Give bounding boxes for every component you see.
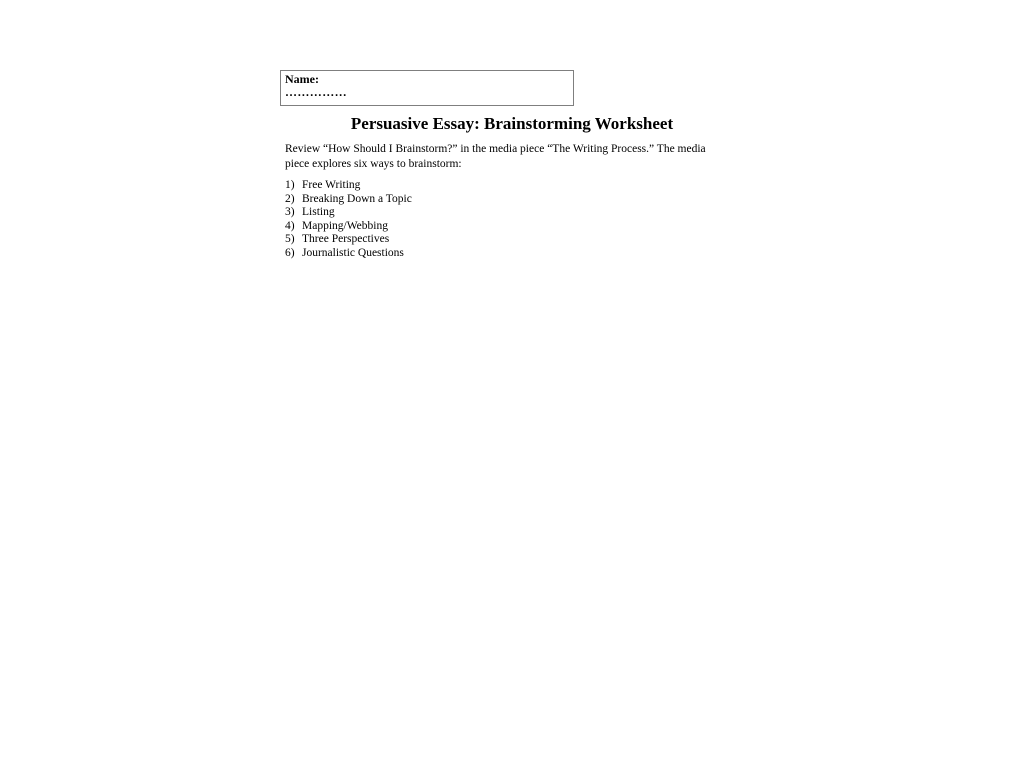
list-item [285, 193, 412, 207]
list-item-number: 6) [285, 246, 295, 259]
list-item-label: Three Perspectives [302, 233, 390, 245]
name-blank-line[interactable]: …………… [285, 85, 347, 99]
list-item-number: 4) [285, 219, 295, 232]
name-label: Name: [285, 72, 319, 86]
list-item-number: 3) [285, 206, 295, 218]
name-field-box[interactable] [280, 70, 574, 106]
list-item-number: 5) [285, 233, 295, 245]
list-item-number: 2) [285, 192, 295, 205]
list-item-label: Free Writing [302, 179, 361, 191]
list-item [285, 233, 412, 247]
list-item-label: Journalistic Questions [302, 246, 404, 259]
list-item [285, 220, 412, 234]
list-item-label: Mapping/Webbing [302, 219, 388, 232]
brainstorm-methods-list [285, 179, 412, 260]
list-item [285, 179, 412, 193]
list-item-number: 1) [285, 179, 295, 191]
list-item-label: Listing [302, 206, 335, 218]
intro-paragraph: Review “How Should I Brainstorm?” in the media piece “The Writing Process.” The media piece explores six ways to brainstorm: [285, 143, 706, 170]
page-title: Persuasive Essay: Brainstorming Worksheet [350, 114, 674, 133]
list-item-label: Breaking Down a Topic [302, 192, 412, 205]
list-item [285, 206, 412, 220]
list-item [285, 247, 412, 261]
